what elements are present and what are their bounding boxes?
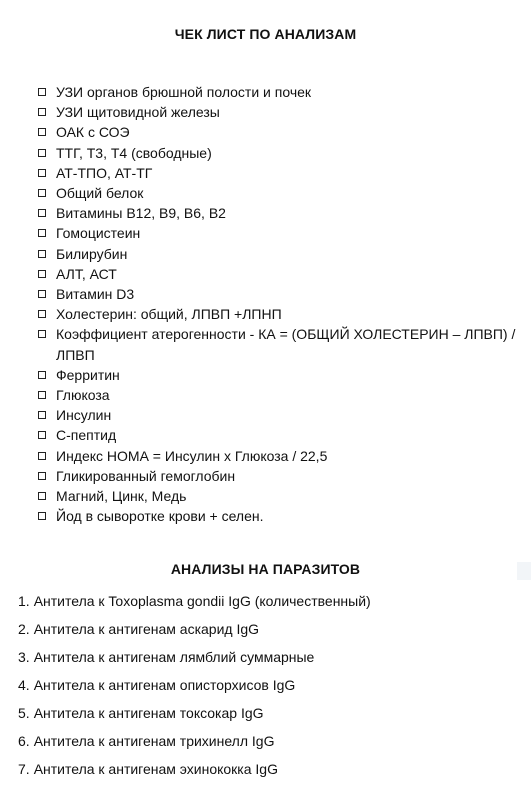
checkbox-icon [38, 250, 46, 258]
checklist-item [38, 264, 518, 284]
checkbox-icon [38, 169, 46, 177]
checklist-item [38, 183, 518, 203]
list-item-number: 3. [18, 649, 30, 665]
checklist-item-label: Гомоцистеин [56, 225, 141, 242]
checklist-item [38, 304, 518, 324]
checklist-item [38, 284, 518, 304]
checkbox-icon [38, 88, 46, 96]
analysis-checklist [38, 82, 518, 526]
checkbox-icon [38, 452, 46, 460]
checklist-item-label: АТ-ТПО, АТ-ТГ [56, 164, 153, 181]
list-item-label: Антитела к Toxoplasma gondii IgG (количественный) [33, 593, 371, 609]
checklist-item-label: Коэффициент атерогенности - КА = (ОБЩИЙ ХОЛЕСТЕРИН – ЛПВП) / ЛПВП [56, 326, 516, 363]
checklist-item-label: Общий белок [56, 185, 144, 202]
checklist-item-label: Гликированный гемоглобин [56, 467, 236, 484]
checklist-item-label: Инсулин [56, 407, 112, 424]
checkbox-icon [38, 229, 46, 237]
checkbox-icon [38, 189, 46, 197]
checklist-item [38, 203, 518, 223]
checklist-item [38, 365, 518, 385]
list-item-label: Антитела к антигенам аскарид IgG [33, 621, 260, 637]
checklist-item-label: Ферритин [56, 366, 120, 383]
checklist-item [38, 405, 518, 425]
list-item [18, 587, 518, 615]
checkbox-icon [38, 290, 46, 298]
checklist-item [38, 446, 518, 466]
checklist-item-label: Холестерин: общий, ЛПВП +ЛПНП [56, 306, 282, 323]
checkbox-icon [38, 512, 46, 520]
checklist-item [38, 324, 518, 364]
checkbox-icon [38, 270, 46, 278]
checkbox-icon [38, 371, 46, 379]
checkbox-icon [38, 431, 46, 439]
checklist-item [38, 486, 518, 506]
checkbox-icon [38, 149, 46, 157]
checklist-item [38, 163, 518, 183]
list-item-number: 6. [18, 733, 30, 749]
checklist-item-label: Магний, Цинк, Медь [56, 488, 187, 505]
list-item [18, 755, 518, 783]
checkbox-icon [38, 310, 46, 318]
checklist-item-label: УЗИ щитовидной железы [56, 104, 220, 121]
checklist-item-label: Индекс НОМА = Инсулин х Глюкоза / 22,5 [56, 447, 328, 464]
checklist-item-label: Витамин D3 [56, 286, 135, 303]
parasite-tests-list [18, 587, 518, 783]
page-title: ЧЕК ЛИСТ ПО АНАЛИЗАМ [174, 26, 357, 42]
list-item [18, 615, 518, 643]
checklist-item [38, 385, 518, 405]
checklist-item [38, 506, 518, 526]
checkbox-icon [38, 492, 46, 500]
checklist-item-label: УЗИ органов брюшной полости и почек [56, 84, 312, 100]
list-item-label: Антитела к антигенам токсокар IgG [33, 705, 264, 721]
scroll-edge-marker [517, 562, 531, 580]
checkbox-icon [38, 108, 46, 116]
list-item-label: Антитела к антигенам описторхисов IgG [33, 677, 296, 693]
list-item-label: Антитела к антигенам эхинококка IgG [33, 761, 278, 777]
list-item [18, 643, 518, 671]
list-item-number: 1. [18, 593, 30, 609]
checklist-item [38, 143, 518, 163]
checkbox-icon [38, 391, 46, 399]
checklist-item [38, 244, 518, 264]
checklist-item-label: АЛТ, АСТ [56, 265, 117, 282]
checklist-item-label: Глюкоза [56, 387, 110, 404]
checkbox-icon [38, 472, 46, 480]
list-item-label: Антитела к антигенам трихинелл IgG [33, 733, 275, 749]
checklist-item [38, 466, 518, 486]
list-item-number: 5. [18, 705, 30, 721]
checklist-item-label: Йод в сыворотке крови + селен. [56, 508, 264, 525]
checklist-item-label: ОАК с СОЭ [56, 124, 130, 141]
checkbox-icon [38, 330, 46, 338]
checklist-item [38, 223, 518, 243]
checkbox-icon [38, 411, 46, 419]
list-item-number: 4. [18, 677, 30, 693]
checklist-item [38, 425, 518, 445]
checklist-item [38, 122, 518, 142]
checklist-item [38, 82, 518, 102]
checklist-item-label: Билирубин [56, 245, 128, 262]
checklist-item-label: Витамины В12, В9, В6, В2 [56, 205, 226, 222]
list-item-label: Антитела к антигенам лямблий суммарные [33, 649, 315, 665]
list-item-number: 2. [18, 621, 30, 637]
checklist-item-label: ТТГ, Т3, Т4 (свободные) [56, 144, 212, 161]
checklist-item [38, 102, 518, 122]
list-item-number: 7. [18, 761, 30, 777]
list-item [18, 671, 518, 699]
checkbox-icon [38, 209, 46, 217]
checklist-item-label: С-пептид [56, 427, 117, 444]
checkbox-icon [38, 128, 46, 136]
list-item [18, 699, 518, 727]
section-title-parasites: АНАЛИЗЫ НА ПАРАЗИТОВ [170, 561, 361, 577]
list-item [18, 727, 518, 755]
